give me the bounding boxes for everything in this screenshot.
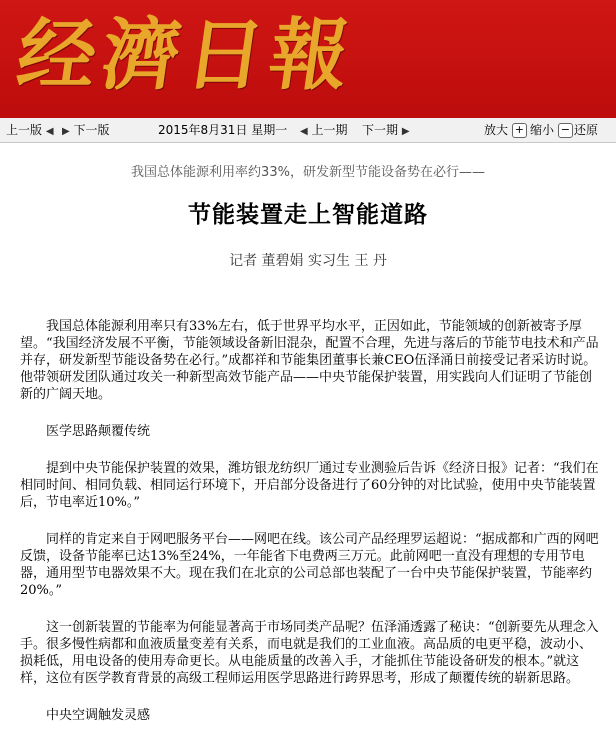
prev-edition-label: 上一版 — [6, 123, 43, 137]
article-paragraph: 这一创新装置的节能率为何能显著高于市场同类产品呢？伍泽涌透露了秘诀：“创新要先从理念入手。很多慢性病都和血液质量变差有关系，而电就是我们的工业血液。高品质的电更平稳，波动小、损耗低，用电设备的使用寿命更长。从电能质量的改善入手，才能抓住节能设备研发的根本。”就这样，这位有医学教育背景的高级工程师运用医学思路进行跨界思考，形成了颠覆传统的崭新思路。 — [20, 620, 599, 686]
next-edition-label: 下一版 — [73, 123, 110, 137]
next-issue-label: 下一期 — [362, 123, 399, 137]
prev-issue-button[interactable] — [300, 122, 348, 140]
restore-button[interactable] — [574, 122, 598, 138]
article-subheadline: 我国总体能源利用率约33%，研发新型节能设备势在必行—— — [131, 165, 485, 180]
zoom-in-label: 放大 — [484, 123, 509, 137]
next-issue-button[interactable] — [362, 122, 410, 140]
article-byline: 记者 董碧娟 实习生 王 丹 — [229, 253, 387, 269]
caret-right-icon: ▶ — [62, 126, 70, 137]
article-paragraph: 同样的肯定来自于网吧服务平台——网吧在线。该公司产品经理罗运超说：“据成都和广西的网吧反馈，设备节能率已达13%至24%，一年能省下电费两三万元。此前网吧一直没有理想的专用节电器，通用型节电器效果不大。现在我们在北京的公司总部也装配了一台中央节能保护装置，节能率约20%。” — [20, 532, 599, 598]
article-paragraph: 我国总体能源利用率只有33%左右，低于世界平均水平，正因如此，节能领域的创新被寄予厚望。“我国经济发展不平衡，节能领域设备新旧混杂，配置不合理，先进与落后的节能节电技术和产品并存，研发新型节能设备势在必行。”成都祥和节能集团董事长兼CEO伍泽涌日前接受记者采访时说。他带领研发团队通过攻关一种新型高效节能产品——中央节能保护装置，用实践向人们证明了节能创新的广阔天地。 — [20, 319, 599, 402]
caret-left-icon: ◀ — [300, 126, 308, 137]
issue-date: 2015年8月31日 星期一 — [158, 123, 288, 137]
masthead — [0, 0, 616, 118]
minus-icon: − — [558, 123, 573, 138]
section-heading: 中央空调触发灵感 — [46, 708, 151, 723]
edition-toolbar — [0, 118, 616, 143]
plus-icon: + — [512, 123, 527, 138]
restore-label: 还原 — [574, 123, 599, 137]
prev-edition-button[interactable] — [6, 122, 54, 140]
article-headline: 节能装置走上智能道路 — [188, 201, 428, 228]
caret-right-icon: ▶ — [401, 126, 410, 137]
article-paragraph: 提到中央节能保护装置的效果，潍坊银龙纺织厂通过专业测验后告诉《经济日报》记者：“我们在相同时间、相同负载、相同运行环境下，开启部分设备进行了60分钟的对比试验，使用中央节能装置后，节电率近10%。” — [20, 461, 599, 510]
next-edition-button[interactable] — [62, 122, 110, 140]
prev-issue-label: 上一期 — [311, 123, 348, 137]
newspaper-logo: 经濟日報 — [11, 10, 361, 101]
zoom-in-button[interactable] — [484, 122, 527, 138]
section-heading: 医学思路颠覆传统 — [46, 424, 151, 439]
zoom-out-button[interactable] — [530, 122, 573, 138]
caret-left-icon: ◀ — [45, 126, 54, 137]
article-body — [20, 318, 600, 744]
zoom-out-label: 缩小 — [530, 123, 555, 137]
